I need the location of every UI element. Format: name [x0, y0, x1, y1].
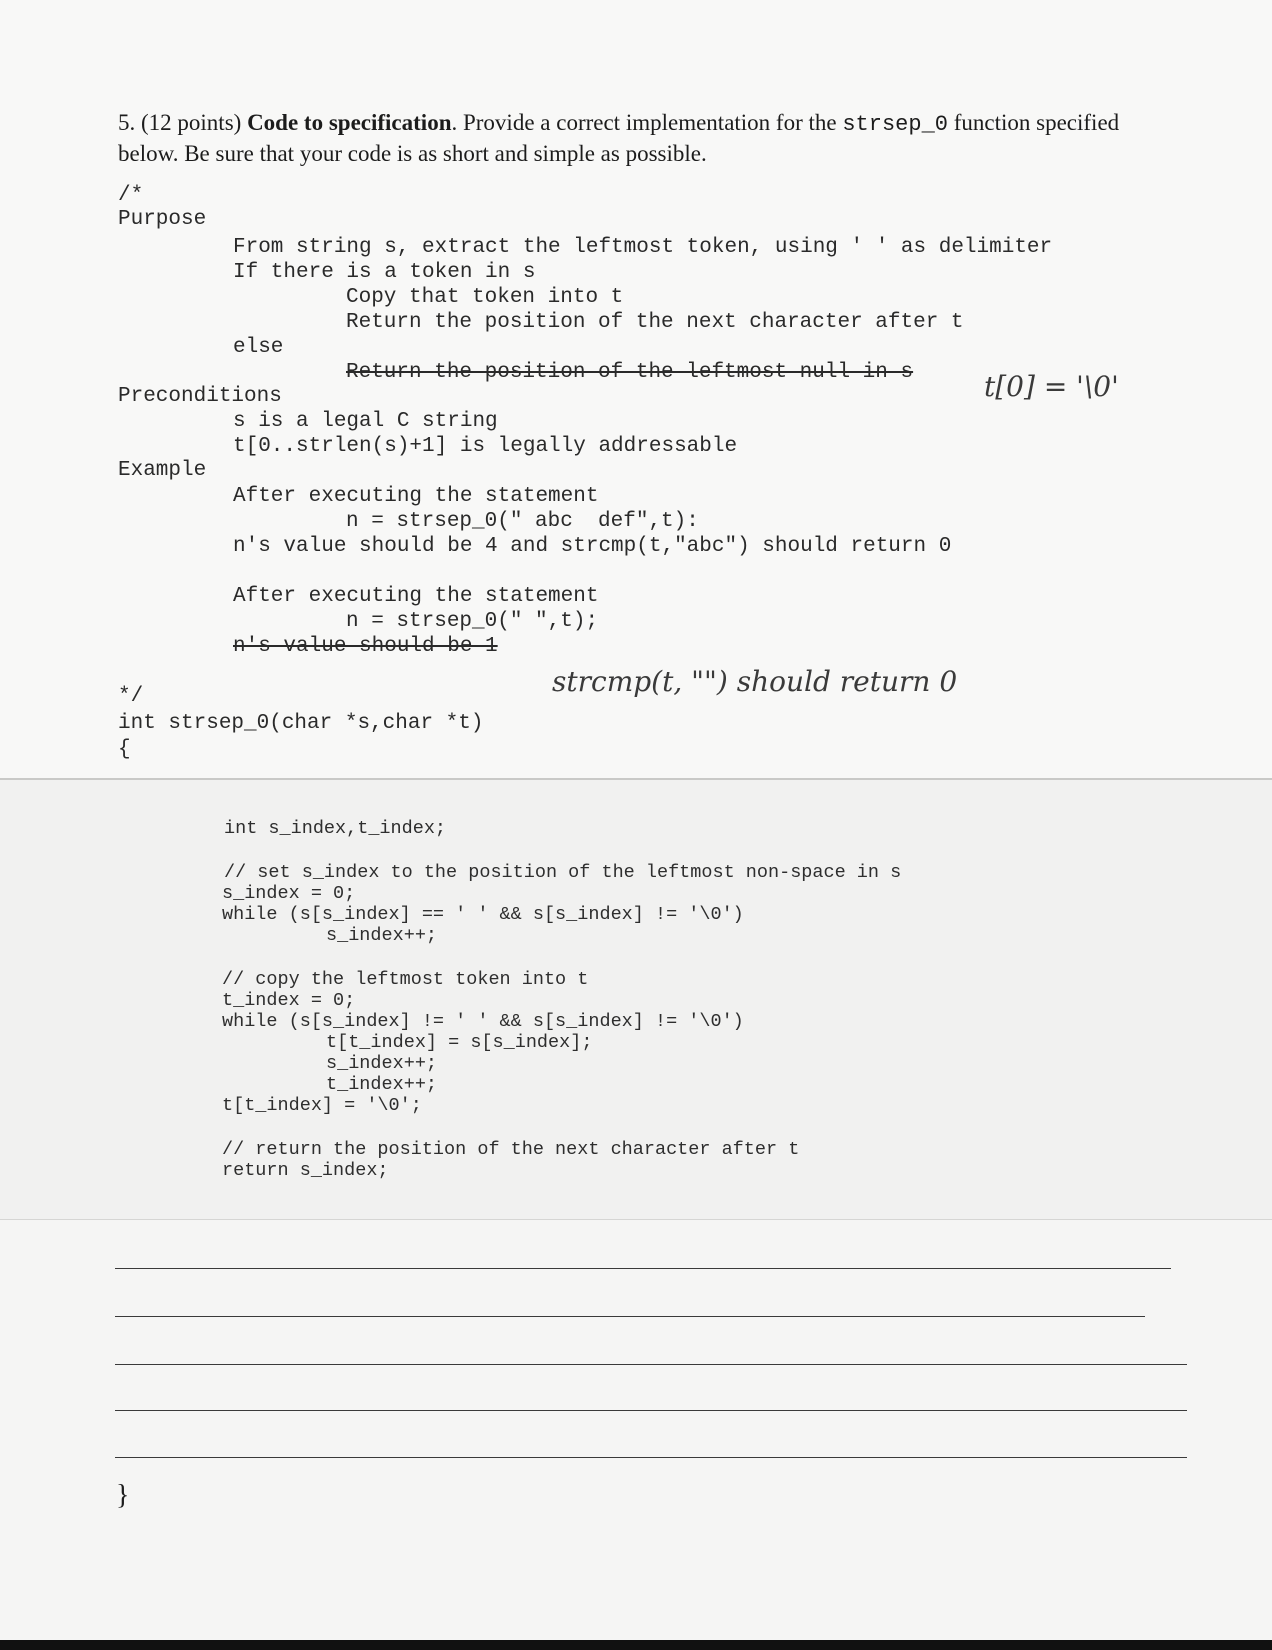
question-points: (12 points)	[141, 110, 242, 135]
paste-edge-bottom	[0, 1219, 1272, 1220]
answer-assign: t[t_index] = s[s_index];	[326, 1032, 593, 1053]
else-label: else	[233, 336, 284, 359]
precondition-2: t[0..strlen(s)+1] is legally addressable	[233, 435, 738, 458]
comment-open: /*	[118, 184, 144, 207]
answer-init-2: t_index = 0;	[222, 990, 356, 1011]
handwritten-else-note: t[0] = '\0'	[984, 370, 1119, 403]
question-text-after: function specified below. Be sure that your code is as short and simple as possible.	[118, 110, 1120, 166]
example1-line-2: n = strsep_0(" abc def",t):	[346, 510, 699, 533]
example-label: Example	[118, 459, 207, 482]
struck-else-line: Return the position of the leftmost null in s	[346, 361, 914, 384]
page-bottom-section	[0, 1220, 1272, 1640]
answer-increment-3: t_index++;	[326, 1074, 438, 1095]
function-signature: int strsep_0(char *s,char *t)	[118, 712, 484, 735]
purpose-line-4: Return the position of the next character after t	[346, 311, 964, 334]
answer-comment-3: // return the position of the next character after t	[222, 1139, 800, 1160]
handwritten-example2-note: strcmp(t, "") should return 0	[552, 665, 958, 698]
purpose-line-1: From string s, extract the leftmost token, using ' ' as delimiter	[233, 236, 1053, 259]
example2-line-2: n = strsep_0(" ",t);	[346, 610, 599, 633]
purpose-line-3: Copy that token into t	[346, 286, 624, 309]
close-brace: }	[116, 1480, 130, 1511]
example1-line-3: n's value should be 4 and strcmp(t,"abc") should return 0	[233, 535, 952, 558]
answer-blank-line	[115, 1316, 1145, 1317]
comment-close: */	[118, 685, 144, 708]
answer-comment-2: // copy the leftmost token into t	[222, 969, 589, 990]
answer-while-1: while (s[s_index] == ' ' && s[s_index] != '\0')	[222, 904, 744, 925]
answer-increment-2: s_index++;	[326, 1053, 438, 1074]
answer-return: return s_index;	[222, 1160, 389, 1181]
answer-blank-line	[115, 1457, 1187, 1458]
answer-declaration: int s_index,t_index;	[224, 818, 447, 839]
question-number: 5.	[118, 110, 136, 135]
answer-blank-line	[115, 1268, 1171, 1269]
struck-example2-line: n's value should be 1	[233, 635, 498, 658]
example1-line-1: After executing the statement	[233, 485, 599, 508]
preconditions-label: Preconditions	[118, 385, 282, 408]
answer-blank-line	[115, 1364, 1187, 1365]
question-heading: Code to specification	[247, 110, 452, 135]
function-name: strsep_0	[842, 112, 948, 137]
scan-edge	[0, 1640, 1272, 1650]
precondition-1: s is a legal C string	[233, 410, 498, 433]
answer-init-1: s_index = 0;	[222, 883, 356, 904]
open-brace: {	[118, 738, 131, 761]
example2-line-1: After executing the statement	[233, 585, 599, 608]
question-text-before: . Provide a correct implementation for the	[451, 110, 843, 135]
answer-comment-1: // set s_index to the position of the leftmost non-space in s	[224, 862, 902, 883]
question-prompt	[118, 108, 1158, 168]
answer-blank-line	[115, 1410, 1187, 1411]
purpose-label: Purpose	[118, 208, 207, 231]
answer-increment-1: s_index++;	[326, 925, 438, 946]
answer-while-2: while (s[s_index] != ' ' && s[s_index] != '\0')	[222, 1011, 744, 1032]
purpose-line-2: If there is a token in s	[233, 261, 536, 284]
paste-edge-top	[0, 778, 1272, 780]
answer-terminate: t[t_index] = '\0';	[222, 1095, 422, 1116]
